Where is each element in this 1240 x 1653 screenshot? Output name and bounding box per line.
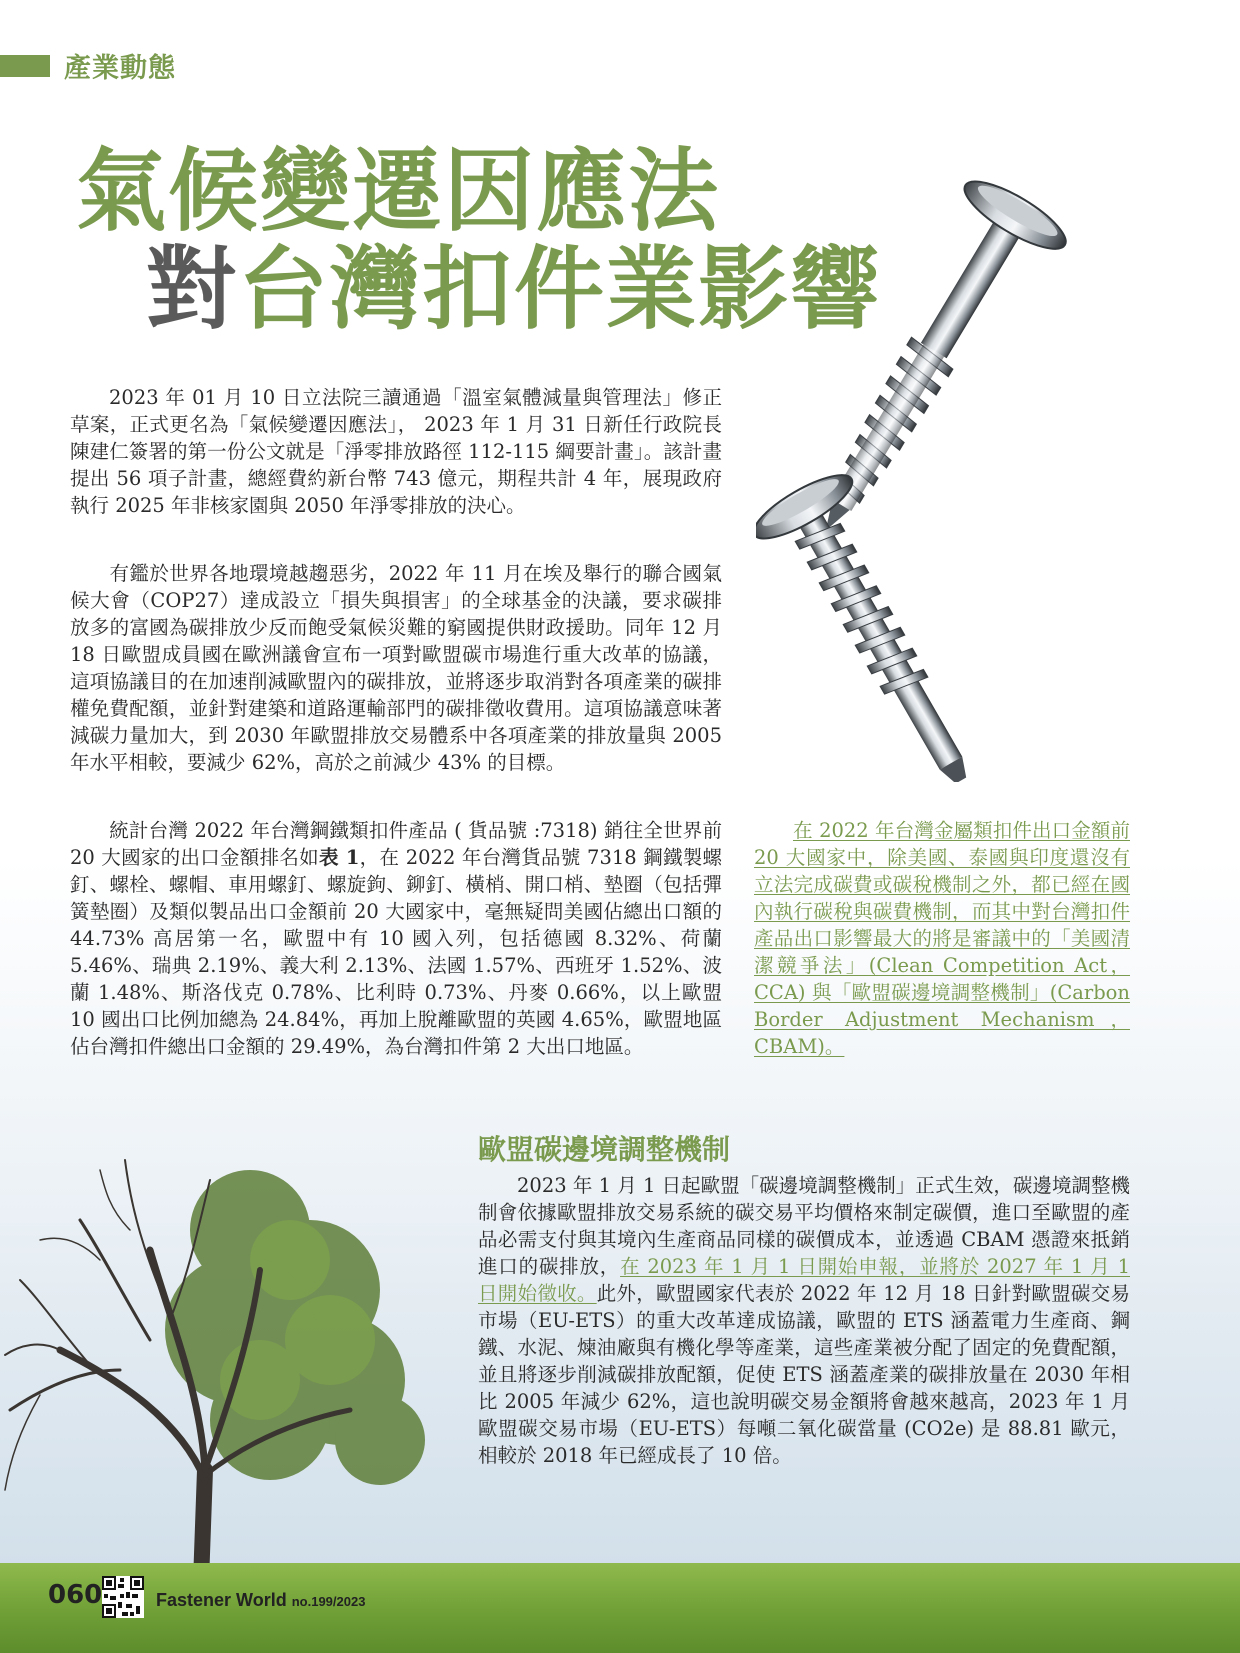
issue-number: no.199/2023 (291, 1594, 366, 1609)
article-title-line1: 氣候變遷因應法 (76, 139, 720, 244)
table-reference: 表 1 (318, 846, 360, 869)
cbam-schedule-highlight: 在 2023 年 1 月 1 日開始申報，並將於 2027 年 1 月 1 日開始徵收。 (478, 1255, 1130, 1305)
section-label: 產業動態 (64, 53, 176, 84)
tree-illustration (0, 1140, 440, 1610)
qr-code-icon[interactable] (102, 1576, 144, 1618)
paragraph-cbam: 2023 年 1 月 1 日起歐盟「碳邊境調整機制」正式生效，碳邊境調整機制會依據歐盟排放交易系統的碳交易平均價格來制定碳價，進口至歐盟的產品必需支付與其境內生產商品同樣的碳價成本，並透過 CBAM 憑證來抵銷進口的碳排放，在 2023 年 1 月 1 日開始申報，並將於 2027 年 1 月 1 日開始徵收。此外，歐盟國家代表於 2022 年 12 月 18 日針對歐盟碳交易市場（EU-ETS）的重大改革達成協議，歐盟的 ETS 涵蓋電力生產商、鋼鐵、水泥、煉油廠與有機化學等產業，這些產業被分配了固定的免費配額，並且將逐步削減碳排放配額，促使 ETS 涵蓋產業的碳排放量在 2030 年相比 2005 年減少 62%，這也說明碳交易金額將會越來越高，2023 年 1 月歐盟碳交易市場（EU-ETS）每噸二氧化碳當量 (CO2e) 是 88.81 歐元，相較於 2018 年已經成長了 10 倍。 (478, 1174, 1130, 1467)
paragraph-intro: 2023 年 01 月 10 日立法院三讀通過「溫室氣體減量與管理法」修正草案，正式更名為「氣候變遷因應法」， 2023 年 1 月 31 日新任行政院長陳建仁簽署的第一份公文就是「淨零排放路徑 112-115 綱要計畫」。該計畫提出 56 項子計畫，總經費約新台幣 743 億元，期程共計 4 年，展現政府執行 2025 年非核家園與 2050 年淨零排放的決心。 (70, 386, 722, 517)
section-heading-cbam: 歐盟碳邊境調整機制 (478, 1133, 731, 1166)
page-number: 060 (48, 1580, 103, 1610)
footer-brand: Fastener World no.199/2023 (156, 1590, 366, 1610)
sidebar-highlight: 在 2022 年台灣金屬類扣件出口金額前 20 大國家中，除美國、泰國與印度還沒有立法完成碳費或碳稅機制之外，都已經在國內執行碳稅與碳費機制，而其中對台灣扣件產品出口影響最大的將是審議中的「美國清潔競爭法」(Clean Competition Act，CCA) 與「歐盟碳邊境調整機制」(Carbon Border Adjustment Mechanism，CBAM)。 (754, 819, 1130, 1058)
screws-illustration (756, 162, 1146, 782)
paragraph-cop27: 有鑑於世界各地環境越趨惡劣，2022 年 11 月在埃及舉行的聯合國氣候大會（COP27）達成設立「損失與損害」的全球基金的決議，要求碳排放多的富國為碳排放少反而飽受氣候災難的窮國提供財政援助。同年 12 月 18 日歐盟成員國在歐洲議會宣布一項對歐盟碳市場進行重大改革的協議，這項協議目的在加速削減歐盟內的碳排放，並將逐步取消對各項產業的碳排權免費配額，並針對建築和道路運輸部門的碳排徵收費用。這項協議意味著減碳力量加大，到 2030 年歐盟排放交易體系中各項產業的排放量與 2005 年水平相較，要減少 62%，高於之前減少 43% 的目標。 (70, 562, 722, 774)
paragraph-export-stats: 統計台灣 2022 年台灣鋼鐵類扣件產品 ( 貨品號 :7318) 銷往全世界前 20 大國家的出口金額排名如表 1，在 2022 年台灣貨品號 7318 鋼鐵製螺釘、螺栓、螺帽、車用螺釘、螺旋鉤、鉚釘、橫梢、開口梢、墊圈（包括彈簧墊圈）及類似製品出口金額前 20 大國家中，毫無疑問美國佔總出口額的 44.73% 高居第一名，歐盟中有 10 國入列，包括德國 8.32%、荷蘭 5.46%、瑞典 2.19%、義大利 2.13%、法國 1.57%、西班牙 1.52%、波蘭 1.48%、斯洛伐克 0.78%、比利時 0.73%、丹麥 0.66%，以上歐盟 10 國出口比例加總為 24.84%，再加上脫離歐盟的英國 4.65%，歐盟地區佔台灣扣件總出口金額的 29.49%，為台灣扣件第 2 大出口地區。 (70, 819, 723, 1058)
title-line2-green: 台灣扣件業影響 (238, 237, 882, 342)
section-bar (0, 55, 50, 77)
title-line2-dark: 對 (146, 237, 238, 342)
